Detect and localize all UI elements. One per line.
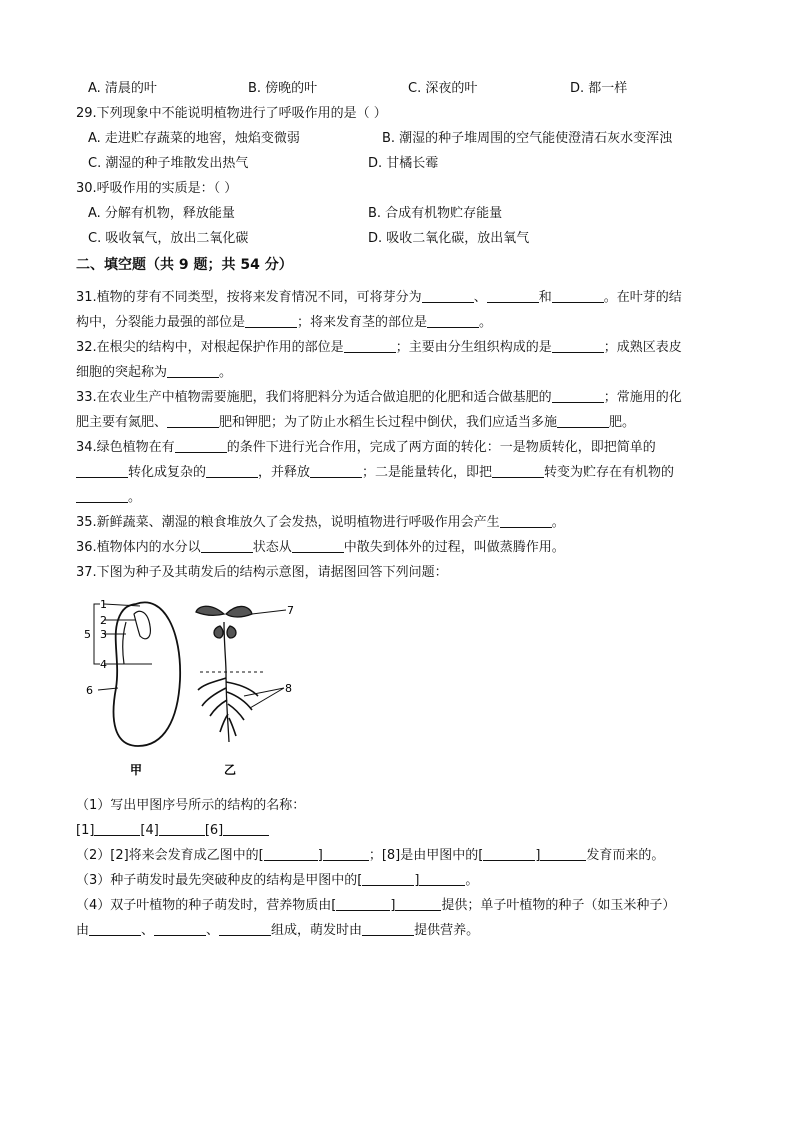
answer-blank[interactable] [344,339,396,353]
leader-lines-yi [244,610,286,708]
q33-text: 肥。 [609,415,636,430]
q35-text: 。 [551,515,565,530]
answer-blank[interactable] [362,922,414,936]
q30-stem: 30.呼吸作用的实质是：（ ） [76,181,238,196]
q36-text: 中散失到体外的过程，叫做蒸腾作用。 [343,540,565,555]
q37-text: 组成，萌发时由 [271,923,363,938]
q32-text: 。 [219,365,233,380]
q32-text: 32.在根尖的结构中，对根起保护作用的部位是 [76,340,344,355]
q28-option-d: D. 都一样 [570,81,628,96]
q32-text: ；主要由分生组织构成的是 [395,340,552,355]
label-4: 4 [100,658,107,671]
answer-blank[interactable] [500,514,552,528]
answer-blank[interactable] [292,539,344,553]
label-yi: 乙 [224,763,237,777]
answer-blank[interactable] [219,922,271,936]
answer-blank[interactable] [76,464,128,478]
q35-line [76,514,734,532]
q34-text: 34.绿色植物在有 [76,440,175,455]
q28-option-b: B. 傍晚的叶 [248,81,318,96]
answer-blank[interactable] [167,364,219,378]
q37-text: ] [390,898,396,913]
q29-option-c: C. 潮湿的种子堆散发出热气 [88,156,249,171]
answer-blank[interactable] [154,922,206,936]
q31-text: 31.植物的芽有不同类型，按将来发育情况不同，可将芽分为 [76,290,422,305]
q37-text: 提供；单子叶植物的种子（如玉米种子） [441,898,676,913]
q34-text: ；二是能量转化，即把 [362,465,493,480]
answer-blank[interactable] [223,822,269,836]
q34-line-3 [76,489,734,507]
q34-line-1 [76,439,734,457]
q29-option-b: B. 潮湿的种子堆周围的空气能使澄清石灰水变浑浊 [382,131,673,146]
q32-text: ；成熟区表皮 [603,340,682,355]
seedling-cotyledon [214,626,223,638]
q33-text: 肥和钾肥；为了防止水稻生长过程中倒伏，我们应适当多施 [219,415,558,430]
answer-blank[interactable] [245,314,297,328]
q30-option-c: C. 吸收氧气，放出二氧化碳 [88,231,249,246]
answer-blank[interactable] [76,489,128,503]
section-heading: 二、填空题（共 9 题；共 54 分） [76,257,293,273]
label-6: 6 [86,684,93,697]
q37-text: （2）[2]将来会发育成乙图中的[ [76,848,264,863]
label-7: 7 [287,604,294,617]
q37-text: ] [414,873,420,888]
q31-text: ；将来发育茎的部位是 [297,315,428,330]
answer-blank[interactable] [323,847,369,861]
q37-s1: （1）写出甲图序号所示的结构的名称： [76,798,306,813]
q28-option-c: C. 深夜的叶 [408,81,478,96]
ref-label: [1] [76,823,95,838]
answer-blank[interactable] [362,872,414,886]
q36-line [76,539,734,557]
q31-text: 和 [538,290,552,305]
label-2: 2 [100,614,107,627]
seedling-stem [224,622,226,672]
q31-line-1 [76,289,734,307]
q32-line-1 [76,339,734,357]
answer-blank[interactable] [540,847,586,861]
q34-text: 的条件下进行光合作用，完成了两方面的转化：一是物质转化，即把简单的 [226,440,656,455]
answer-blank[interactable] [395,897,441,911]
answer-blank[interactable] [483,847,535,861]
q31-text: 。 [479,315,493,330]
q34-text: 转变为贮存在有机物的 [544,465,675,480]
ref-label: [4] [140,823,159,838]
answer-blank[interactable] [552,289,604,303]
ref-label: [6] [204,823,224,838]
answer-blank[interactable] [336,897,390,911]
seed-jia [114,602,181,746]
q37-text: 由 [76,923,90,938]
q37-text: 、 [141,923,155,938]
seedling-leaf-right [226,606,252,617]
answer-blank[interactable] [175,439,227,453]
label-8: 8 [285,682,292,695]
label-3: 3 [100,628,107,641]
answer-blank[interactable] [422,289,474,303]
q33-line-1 [76,389,734,407]
q33-text: 33.在农业生产中植物需要施肥，我们将肥料分为适合做追肥的化肥和适合做基肥的 [76,390,552,405]
q37-s1-blanks [76,822,734,840]
q31-text: 、 [473,290,487,305]
q28-option-a: A. 清晨的叶 [88,81,157,96]
answer-blank[interactable] [264,847,318,861]
q32-text: 细胞的突起称为 [76,365,168,380]
q30-option-b: B. 合成有机物贮存能量 [368,206,503,221]
q35-text: 35.新鲜蔬菜、潮湿的粮食堆放久了会发热，说明植物进行呼吸作用会产生 [76,515,500,530]
q37-text: ；[8]是由甲图中的[ [368,848,484,863]
seed-coat-outline [114,602,181,746]
q33-text: ；常施用的化 [603,390,682,405]
answer-blank[interactable] [492,464,544,478]
q37-text: 发育而来的。 [586,848,665,863]
answer-blank[interactable] [427,314,479,328]
seed-diagram [74,592,314,782]
answer-blank[interactable] [159,822,205,836]
q37-text: 。 [465,873,479,888]
q37-text: ] [317,848,323,863]
q32-line-2 [76,364,734,382]
seedling-leaf-left [196,606,224,615]
q37-stem: 37.下图为种子及其萌发后的结构示意图，请据图回答下列问题： [76,565,448,580]
q37-text: 提供营养。 [414,923,480,938]
answer-blank[interactable] [419,872,465,886]
q36-text: 状态从 [252,540,292,555]
answer-blank[interactable] [557,414,609,428]
label-jia: 甲 [130,763,143,777]
radicle-shape [123,622,126,664]
q37-text: （3）种子萌发时最先突破种皮的结构是甲图中的[ [76,873,363,888]
q37-s4-line2 [76,922,734,940]
q36-text: 36.植物体内的水分以 [76,540,201,555]
q29-option-a: A. 走进贮存蔬菜的地窖，烛焰变微弱 [88,131,300,146]
q31-line-2 [76,314,734,332]
q37-s2 [76,847,734,865]
answer-blank[interactable] [552,339,604,353]
answer-blank[interactable] [167,414,219,428]
q34-text: 。 [128,490,142,505]
q34-text: 转化成复杂的 [128,465,207,480]
q31-text: 构中，分裂能力最强的部位是 [76,315,246,330]
q34-text: ，并释放 [258,465,311,480]
q37-text: （4）双子叶植物的种子萌发时，营养物质由[ [76,898,337,913]
answer-blank[interactable] [206,464,258,478]
answer-blank[interactable] [94,822,140,836]
answer-blank[interactable] [552,389,604,403]
q30-option-d: D. 吸收二氧化碳，放出氧气 [368,231,530,246]
answer-blank[interactable] [89,922,141,936]
q37-s4-line1 [76,897,734,915]
seedling-cotyledon [227,626,236,638]
label-5: 5 [84,628,91,641]
q37-text: ] [535,848,541,863]
seedling-yi [196,606,266,742]
q33-line-2 [76,414,734,432]
label-1: 1 [100,598,107,611]
q37-text: 、 [206,923,220,938]
q29-stem: 29.下列现象中不能说明植物进行了呼吸作用的是（ ） [76,106,387,121]
answer-blank[interactable] [310,464,362,478]
q34-line-2 [76,464,734,482]
plumule-shape [134,611,150,638]
q30-option-a: A. 分解有机物，释放能量 [88,206,235,221]
q33-text: 肥主要有氮肥、 [76,415,168,430]
q37-s3 [76,872,734,890]
answer-blank[interactable] [487,289,539,303]
answer-blank[interactable] [201,539,253,553]
q29-option-d: D. 甘橘长霉 [368,156,439,171]
q31-text: 。在叶芽的结 [603,290,682,305]
